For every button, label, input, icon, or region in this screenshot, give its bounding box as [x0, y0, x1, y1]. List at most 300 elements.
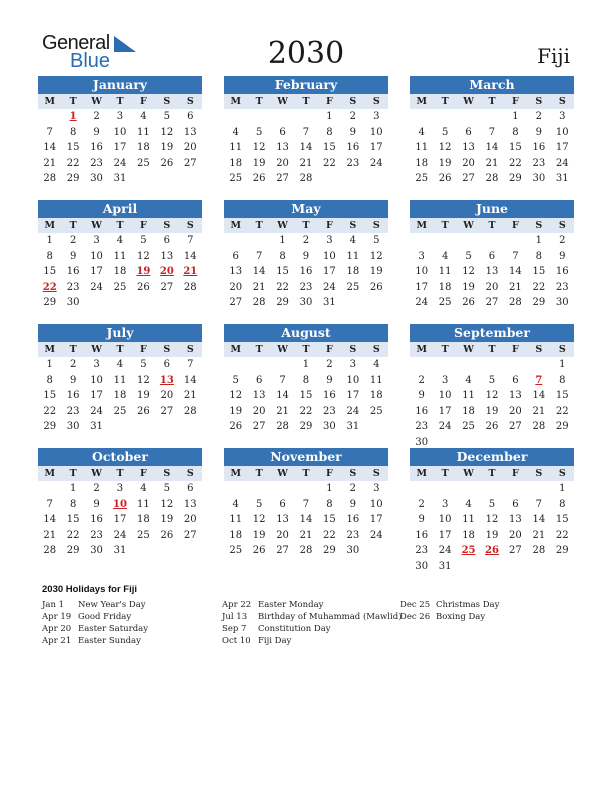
- day-grid: [224, 218, 388, 311]
- weekday-label: S: [365, 342, 388, 357]
- month-title: December: [410, 448, 574, 466]
- day-cell: 12: [252, 142, 266, 153]
- day-cell: 14: [509, 266, 522, 277]
- day-cell: 18: [229, 157, 243, 169]
- day-cell: 13: [160, 250, 174, 262]
- day-cell: 13: [229, 266, 243, 277]
- weekday-label: F: [318, 342, 341, 357]
- day-cell: 10: [369, 498, 383, 510]
- day-cell: 27: [160, 405, 174, 417]
- day-cell: 6: [279, 498, 286, 510]
- day-cell: 13: [509, 390, 522, 401]
- day-cell: 9: [559, 250, 566, 262]
- day-grid: [410, 94, 574, 187]
- day-cell: 11: [113, 250, 127, 262]
- empty-day: [38, 481, 61, 497]
- day-cell: 14: [43, 142, 57, 153]
- day-cell: 22: [509, 157, 522, 169]
- day-cell: 24: [369, 157, 383, 169]
- day-cell: 25: [229, 173, 243, 184]
- holiday-day: 13: [159, 374, 174, 386]
- month-title: June: [410, 200, 574, 218]
- day-cell: 30: [346, 545, 360, 556]
- day-cell: 4: [232, 126, 239, 138]
- day-cell: 15: [323, 514, 336, 525]
- day-cell: 18: [113, 266, 127, 277]
- month-title: August: [224, 324, 388, 342]
- day-cell: 19: [160, 142, 174, 153]
- day-cell: 10: [438, 514, 452, 525]
- day-cell: 12: [137, 250, 150, 262]
- holiday-date: Apr 22: [222, 600, 252, 610]
- day-cell: 18: [462, 405, 475, 417]
- holiday-day: 7: [535, 374, 543, 386]
- empty-day: [457, 233, 480, 249]
- holiday-date: Apr 19: [42, 612, 72, 622]
- month-march: [410, 76, 574, 187]
- day-cell: 22: [66, 157, 80, 169]
- holiday-day: 26: [485, 545, 499, 556]
- day-cell: 24: [346, 405, 360, 417]
- day-cell: 13: [252, 390, 266, 401]
- empty-day: [247, 481, 270, 497]
- weekday-label: T: [433, 94, 456, 109]
- day-cell: 15: [66, 142, 80, 153]
- empty-day: [457, 109, 480, 125]
- day-cell: 13: [276, 142, 289, 153]
- weekday-label: F: [132, 218, 155, 233]
- weekday-label: W: [457, 94, 480, 109]
- empty-day: [433, 357, 456, 373]
- day-cell: 11: [462, 514, 475, 525]
- day-cell: 22: [276, 281, 289, 293]
- day-cell: 4: [418, 126, 425, 138]
- day-cell: 10: [90, 374, 103, 386]
- day-cell: 31: [438, 560, 452, 572]
- day-cell: 6: [187, 483, 194, 494]
- day-cell: 3: [441, 374, 449, 386]
- day-cell: 18: [438, 281, 452, 293]
- day-cell: 27: [276, 173, 289, 184]
- empty-day: [504, 481, 527, 497]
- day-cell: 31: [113, 545, 127, 556]
- day-cell: 1: [559, 359, 566, 370]
- holiday-item: [42, 599, 148, 611]
- day-cell: 7: [255, 250, 263, 262]
- weekday-label: S: [179, 342, 202, 357]
- day-cell: 5: [465, 250, 472, 262]
- weekday-label: M: [224, 218, 247, 233]
- day-cell: 26: [438, 173, 452, 184]
- day-cell: 8: [559, 498, 566, 510]
- weekday-label: S: [527, 218, 550, 233]
- day-cell: 10: [369, 126, 383, 138]
- weekday-label: M: [410, 218, 433, 233]
- day-cell: 2: [349, 483, 357, 494]
- weekday-label: M: [410, 466, 433, 481]
- day-cell: 8: [69, 126, 77, 138]
- month-may: [224, 200, 388, 311]
- weekday-label: S: [179, 94, 202, 109]
- day-cell: 18: [137, 142, 150, 153]
- day-cell: 17: [90, 266, 103, 277]
- holiday-day: 22: [42, 281, 57, 293]
- day-cell: 15: [532, 266, 546, 277]
- day-cell: 27: [183, 157, 197, 169]
- weekday-label: W: [457, 466, 480, 481]
- day-cell: 18: [415, 157, 429, 169]
- day-cell: 15: [555, 514, 569, 525]
- day-grid: [224, 342, 388, 435]
- weekday-label: F: [132, 94, 155, 109]
- day-grid: [410, 342, 574, 450]
- day-cell: 28: [509, 297, 522, 308]
- weekday-label: T: [247, 466, 270, 481]
- holiday-column: [42, 599, 148, 647]
- weekday-label: T: [433, 466, 456, 481]
- weekday-label: T: [294, 342, 317, 357]
- weekday-label: T: [247, 342, 270, 357]
- weekday-label: W: [457, 342, 480, 357]
- day-cell: 16: [555, 266, 569, 277]
- day-grid: [410, 466, 574, 574]
- day-cell: 23: [66, 281, 80, 293]
- day-cell: 26: [252, 545, 266, 556]
- day-cell: 11: [137, 498, 150, 510]
- day-cell: 7: [187, 359, 194, 370]
- weekday-label: S: [155, 466, 178, 481]
- day-cell: 31: [555, 173, 569, 184]
- day-cell: 27: [509, 421, 522, 432]
- day-cell: 12: [485, 514, 499, 525]
- day-cell: 14: [485, 142, 499, 153]
- holiday-name: Constitution Day: [258, 624, 331, 634]
- weekday-label: T: [294, 94, 317, 109]
- weekday-label: M: [224, 94, 247, 109]
- month-february: [224, 76, 388, 187]
- day-cell: 2: [418, 374, 425, 386]
- day-cell: 16: [532, 142, 546, 153]
- day-cell: 7: [187, 235, 194, 246]
- day-cell: 17: [438, 405, 452, 417]
- day-cell: 26: [252, 173, 266, 184]
- day-cell: 3: [559, 111, 566, 122]
- month-title: October: [38, 448, 202, 466]
- day-cell: 21: [183, 390, 197, 401]
- day-cell: 8: [559, 374, 566, 386]
- empty-day: [433, 109, 456, 125]
- logo-text-general: General: [42, 32, 110, 54]
- day-cell: 7: [302, 126, 310, 138]
- day-cell: 7: [535, 498, 543, 510]
- day-cell: 16: [90, 514, 103, 525]
- day-cell: 21: [532, 405, 546, 417]
- weekday-label: T: [433, 218, 456, 233]
- weekday-label: F: [504, 466, 527, 481]
- day-cell: 18: [137, 514, 150, 525]
- day-cell: 29: [509, 173, 522, 184]
- day-cell: 4: [373, 359, 380, 370]
- holiday-item: [222, 599, 402, 611]
- day-cell: 16: [90, 142, 103, 153]
- weekday-label: T: [61, 466, 84, 481]
- day-cell: 12: [252, 514, 266, 525]
- weekday-label: S: [179, 466, 202, 481]
- day-grid: [224, 94, 388, 187]
- calendar-year: 2030: [267, 36, 345, 71]
- day-cell: 12: [485, 390, 499, 401]
- day-cell: 23: [323, 405, 336, 417]
- holiday-item: [400, 599, 499, 611]
- day-cell: 30: [555, 297, 569, 308]
- month-title: July: [38, 324, 202, 342]
- weekday-label: T: [61, 94, 84, 109]
- day-cell: 26: [369, 281, 383, 293]
- day-cell: 29: [66, 545, 80, 556]
- day-cell: 1: [69, 483, 77, 494]
- holiday-name: Birthday of Muhammad (Mawlid): [258, 612, 402, 622]
- weekday-label: S: [155, 218, 178, 233]
- day-cell: 31: [90, 421, 103, 432]
- day-cell: 9: [69, 374, 77, 386]
- holiday-day: 19: [136, 266, 151, 277]
- day-cell: 24: [323, 281, 336, 293]
- day-cell: 31: [323, 297, 336, 308]
- day-cell: 4: [465, 498, 472, 510]
- day-cell: 28: [485, 173, 499, 184]
- day-cell: 23: [346, 157, 360, 169]
- day-cell: 24: [113, 529, 127, 541]
- day-cell: 17: [369, 142, 383, 153]
- day-cell: 14: [532, 514, 546, 525]
- weekday-label: F: [504, 342, 527, 357]
- day-cell: 3: [418, 250, 425, 262]
- day-cell: 17: [415, 281, 429, 293]
- day-cell: 14: [299, 142, 313, 153]
- day-cell: 25: [113, 405, 127, 417]
- day-cell: 16: [415, 405, 429, 417]
- day-cell: 20: [183, 514, 197, 525]
- day-cell: 5: [140, 359, 147, 370]
- day-cell: 11: [137, 126, 150, 138]
- day-cell: 25: [438, 297, 452, 308]
- day-cell: 25: [369, 405, 383, 417]
- day-cell: 15: [299, 390, 313, 401]
- day-cell: 17: [323, 266, 336, 277]
- day-cell: 11: [113, 374, 127, 386]
- day-cell: 2: [69, 235, 77, 246]
- day-cell: 17: [369, 514, 383, 525]
- weekday-label: S: [527, 466, 550, 481]
- day-cell: 27: [183, 529, 197, 541]
- weekday-label: S: [341, 218, 364, 233]
- day-cell: 25: [113, 281, 127, 293]
- month-title: May: [224, 200, 388, 218]
- empty-day: [504, 357, 527, 373]
- day-cell: 9: [349, 498, 357, 510]
- day-cell: 15: [276, 266, 289, 277]
- month-september: [410, 324, 574, 450]
- weekday-label: T: [108, 94, 131, 109]
- day-grid: [410, 218, 574, 311]
- holiday-day: 20: [159, 266, 174, 277]
- day-cell: 24: [438, 421, 452, 432]
- day-cell: 10: [438, 390, 452, 401]
- weekday-label: F: [504, 218, 527, 233]
- day-cell: 29: [66, 173, 80, 184]
- day-cell: 5: [488, 498, 496, 510]
- holiday-date: Dec 26: [400, 612, 431, 622]
- day-cell: 5: [488, 374, 496, 386]
- weekday-label: S: [365, 94, 388, 109]
- empty-day: [271, 357, 294, 373]
- day-cell: 27: [276, 545, 289, 556]
- day-cell: 10: [346, 374, 360, 386]
- holiday-name: Boxing Day: [436, 612, 486, 622]
- weekday-label: M: [38, 94, 61, 109]
- day-cell: 30: [66, 421, 80, 432]
- holiday-date: Dec 25: [400, 600, 431, 610]
- day-cell: 5: [163, 111, 171, 122]
- day-cell: 20: [252, 405, 266, 417]
- day-cell: 10: [555, 126, 569, 138]
- weekday-label: F: [132, 342, 155, 357]
- month-title: September: [410, 324, 574, 342]
- weekday-label: T: [294, 466, 317, 481]
- day-cell: 22: [43, 405, 57, 417]
- day-cell: 12: [160, 498, 174, 510]
- holidays-title: 2030 Holidays for Fiji: [42, 584, 138, 595]
- day-cell: 4: [140, 483, 147, 494]
- day-cell: 30: [532, 173, 546, 184]
- weekday-label: W: [85, 466, 108, 481]
- holiday-name: Fiji Day: [258, 636, 292, 646]
- day-cell: 22: [532, 281, 546, 293]
- day-cell: 1: [46, 235, 53, 246]
- day-cell: 28: [532, 421, 546, 432]
- day-cell: 9: [418, 514, 425, 525]
- day-cell: 8: [302, 374, 310, 386]
- holiday-name: Good Friday: [78, 612, 132, 622]
- day-cell: 14: [532, 390, 546, 401]
- day-cell: 29: [555, 545, 569, 556]
- day-cell: 27: [229, 297, 243, 308]
- day-cell: 2: [349, 111, 357, 122]
- day-cell: 24: [438, 545, 452, 556]
- day-cell: 18: [113, 390, 127, 401]
- day-cell: 19: [369, 266, 383, 277]
- holiday-item: [222, 635, 402, 647]
- day-cell: 28: [183, 405, 197, 417]
- weekday-label: T: [480, 466, 503, 481]
- month-november: [224, 448, 388, 559]
- day-cell: 21: [532, 529, 546, 541]
- empty-day: [224, 109, 247, 125]
- empty-day: [457, 481, 480, 497]
- empty-day: [504, 233, 527, 249]
- day-cell: 29: [276, 297, 289, 308]
- empty-day: [480, 233, 503, 249]
- weekday-label: S: [365, 466, 388, 481]
- day-cell: 23: [415, 545, 429, 556]
- weekday-label: T: [61, 342, 84, 357]
- day-cell: 10: [323, 250, 336, 262]
- holiday-item: [42, 611, 148, 623]
- day-cell: 25: [415, 173, 429, 184]
- weekday-label: F: [132, 466, 155, 481]
- empty-day: [410, 357, 433, 373]
- day-cell: 12: [369, 250, 383, 262]
- day-cell: 8: [326, 498, 333, 510]
- day-cell: 20: [509, 529, 522, 541]
- weekday-label: T: [108, 218, 131, 233]
- day-grid: [38, 94, 202, 187]
- month-title: April: [38, 200, 202, 218]
- holiday-item: [42, 623, 148, 635]
- day-cell: 18: [346, 266, 360, 277]
- day-cell: 27: [509, 545, 522, 556]
- day-cell: 14: [183, 374, 197, 386]
- day-cell: 9: [93, 126, 100, 138]
- day-cell: 6: [512, 374, 519, 386]
- day-cell: 25: [137, 529, 150, 541]
- day-cell: 23: [532, 157, 546, 169]
- day-cell: 6: [187, 111, 194, 122]
- day-cell: 6: [255, 374, 263, 386]
- day-cell: 11: [346, 250, 360, 262]
- day-cell: 19: [252, 157, 266, 169]
- month-december: [410, 448, 574, 574]
- empty-day: [224, 481, 247, 497]
- day-grid: [38, 466, 202, 559]
- empty-day: [410, 109, 433, 125]
- holiday-name: Christmas Day: [436, 600, 500, 610]
- weekday-label: T: [480, 94, 503, 109]
- day-cell: 6: [163, 235, 171, 246]
- day-cell: 18: [229, 529, 243, 541]
- weekday-label: S: [341, 466, 364, 481]
- holiday-date: Apr 20: [42, 624, 72, 634]
- day-cell: 4: [465, 374, 472, 386]
- day-cell: 20: [462, 157, 475, 169]
- month-october: [38, 448, 202, 559]
- day-cell: 26: [137, 405, 150, 417]
- day-cell: 26: [160, 157, 174, 169]
- day-cell: 1: [46, 359, 53, 370]
- day-cell: 19: [485, 529, 499, 541]
- empty-day: [247, 109, 270, 125]
- weekday-label: W: [457, 218, 480, 233]
- day-cell: 29: [299, 421, 313, 432]
- day-cell: 26: [137, 281, 150, 293]
- empty-day: [271, 481, 294, 497]
- empty-day: [271, 109, 294, 125]
- day-cell: 30: [415, 560, 429, 572]
- weekday-label: S: [551, 466, 574, 481]
- day-cell: 19: [485, 405, 499, 417]
- day-cell: 9: [69, 250, 77, 262]
- day-cell: 23: [90, 529, 103, 541]
- day-cell: 20: [276, 157, 289, 169]
- weekday-label: W: [271, 218, 294, 233]
- day-cell: 1: [559, 483, 566, 494]
- day-cell: 9: [535, 126, 543, 138]
- day-cell: 28: [532, 545, 546, 556]
- empty-day: [527, 481, 550, 497]
- empty-day: [527, 357, 550, 373]
- day-cell: 30: [299, 297, 313, 308]
- month-title: February: [224, 76, 388, 94]
